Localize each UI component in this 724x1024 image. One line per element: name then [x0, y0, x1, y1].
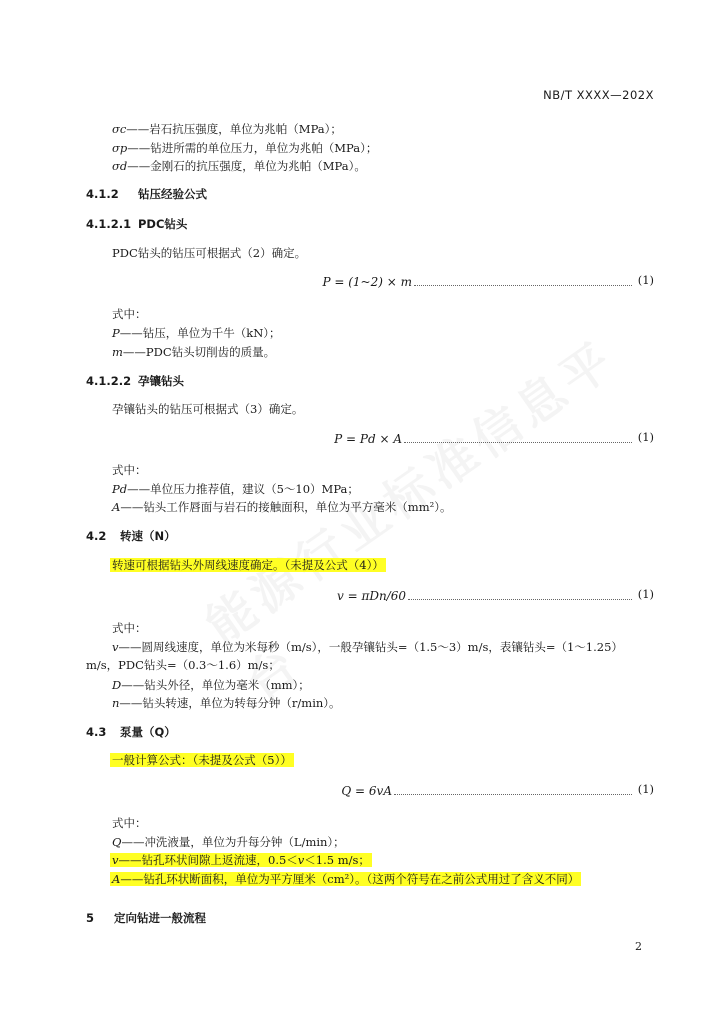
equation-number: (1): [637, 587, 654, 601]
leader-dots: [394, 794, 632, 795]
highlighted-text: [110, 872, 581, 886]
def-symbol: σd: [112, 159, 128, 173]
where-label: 式中：: [112, 816, 147, 830]
leader-dots: [404, 442, 632, 443]
def-symbol: n: [112, 696, 120, 710]
def-P: [112, 324, 281, 342]
def-text: ——岩石抗压强度，单位为兆帕（MPa）；: [126, 122, 342, 136]
def-text: ——钻孔环状间隙上返流速，0.5＜: [118, 853, 298, 867]
leader-dots: [414, 285, 632, 286]
where-label: 式中：: [112, 307, 147, 321]
document-code-header: NB/T XXXX—202X: [543, 88, 654, 102]
formula-text: v = πDn/60: [336, 589, 406, 603]
equation-number: (1): [637, 782, 654, 796]
section-number: 4.2: [86, 529, 107, 543]
heading-5: [86, 910, 206, 926]
where-label: 式中：: [112, 621, 147, 635]
paragraph-highlighted: [110, 556, 386, 574]
def-text: ——钻进所需的单位压力，单位为兆帕（MPa）；: [127, 141, 378, 155]
formula-speed: [337, 585, 406, 604]
def-symbol: v: [112, 640, 119, 654]
equation-number: (1): [637, 430, 654, 444]
formula-text: P = Pd × A: [334, 432, 402, 446]
paragraph: 孕镶钻头的钻压可根据式（3）确定。: [112, 402, 304, 416]
highlighted-text: [110, 853, 372, 867]
def-text: ——钻头转速，单位为转每分钟（r/min）。: [119, 696, 341, 710]
def-symbol: D: [112, 678, 122, 692]
paragraph: PDC钻头的钻压可根据式（2）确定。: [112, 246, 307, 260]
formula-flow: [341, 780, 392, 799]
where-label: 式中：: [112, 463, 147, 477]
section-title: 钻压经验公式: [138, 187, 207, 201]
def-m: [112, 343, 275, 361]
def-text: ——钻头外径，单位为毫米（mm）；: [121, 678, 310, 692]
def-text: ——钻压，单位为千牛（kN）；: [119, 326, 281, 340]
heading-4-1-2-2: [86, 373, 184, 389]
def-text: ——圆周线速度，单位为米每秒（m/s），一般孕镶钻头=（1.5～3）m/s，表镶钻头=（1～1.25）: [118, 640, 623, 654]
def-D: [112, 676, 310, 694]
def-sigma-d: [112, 157, 366, 175]
formula-text: Q = 6vA: [341, 784, 392, 798]
heading-4-2: [86, 528, 176, 544]
def-v-line2: m/s，PDC钻头=（0.3～1.6）m/s；: [86, 658, 280, 672]
def-v-highlighted: [110, 851, 372, 869]
formula-text: P = (1~2) × m: [322, 275, 412, 289]
highlighted-text: 一般计算公式：（未提及公式（5））: [112, 753, 292, 767]
paragraph-highlighted: [110, 751, 294, 769]
formula-impregnated: [334, 428, 402, 447]
def-symbol: σc: [112, 122, 127, 136]
def-text: ——PDC钻头切削齿的质量。: [122, 345, 276, 359]
def-text: ——冲洗液量，单位为升每分钟（L/min）；: [121, 835, 345, 849]
leader-dots: [408, 599, 632, 600]
def-text: ——金刚石的抗压强度，单位为兆帕（MPa）。: [127, 159, 366, 173]
def-symbol: m: [112, 345, 123, 359]
def-n: [112, 694, 341, 712]
formula-pdc: [322, 271, 412, 290]
def-sigma-p: [112, 139, 377, 157]
def-symbol: v: [112, 853, 119, 867]
section-title: PDC钻头: [138, 217, 188, 231]
def-symbol: P: [112, 326, 120, 340]
def-symbol: v: [297, 853, 305, 867]
section-number: 4.1.2.1: [86, 217, 132, 231]
def-symbol: A: [112, 872, 121, 886]
def-Pd: [112, 480, 359, 498]
def-symbol: Q: [112, 835, 122, 849]
heading-4-1-2-1: [86, 216, 187, 232]
def-A: [112, 498, 451, 516]
section-number: 4.3: [86, 725, 107, 739]
def-A-highlighted: [110, 870, 581, 888]
section-title: 泵量（Q）: [120, 725, 176, 739]
section-title: 孕镶钻头: [138, 374, 184, 388]
section-number: 5: [86, 911, 95, 925]
section-title: 转速（N）: [120, 529, 176, 543]
def-sigma-c: [112, 120, 342, 138]
def-symbol: Pd: [112, 482, 128, 496]
def-text: ——钻头工作唇面与岩石的接触面积，单位为平方毫米（mm²）。: [120, 500, 452, 514]
heading-4-1-2: [86, 186, 207, 202]
highlighted-text: 转速可根据钻头外周线速度确定。（未提及公式（4））: [112, 558, 384, 572]
heading-4-3: [86, 724, 176, 740]
def-Q: [112, 833, 345, 851]
section-number: 4.1.2: [86, 187, 119, 201]
def-v-line1: [112, 638, 623, 656]
section-title: 定向钻进一般流程: [114, 911, 206, 925]
def-symbol: A: [112, 500, 121, 514]
section-number: 4.1.2.2: [86, 374, 132, 388]
def-text: ——单位压力推荐值，建议（5～10）MPa；: [127, 482, 359, 496]
def-text: ——钻孔环状断面积，单位为平方厘米（cm²）。（这两个符号在之前公式用过了含义不同）: [120, 872, 580, 886]
def-text: ＜1.5 m/s；: [304, 853, 370, 867]
equation-number: (1): [637, 273, 654, 287]
def-symbol: σp: [112, 141, 128, 155]
page-number: 2: [635, 940, 642, 953]
